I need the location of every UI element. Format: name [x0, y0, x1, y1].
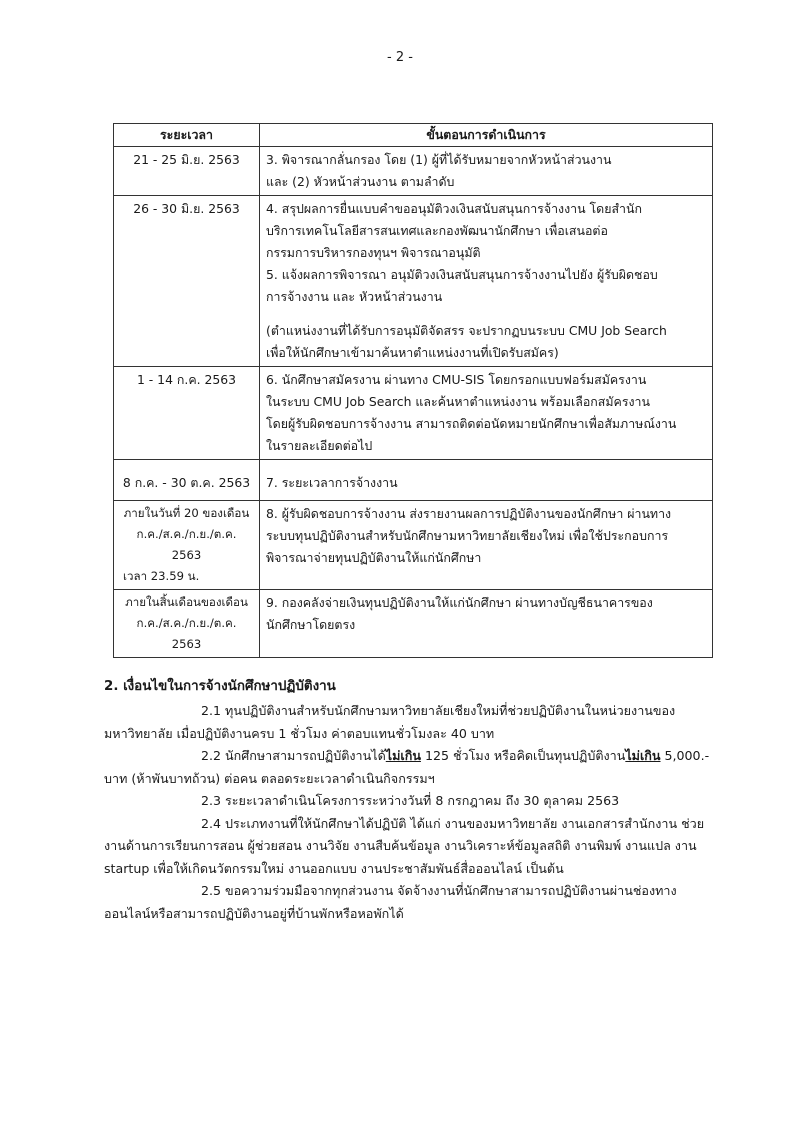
- emphasis-not-exceed: ไม่เกิน: [385, 748, 421, 763]
- step-line: 5. แจ้งผลการพิจารณา อนุมัติวงเงินสนับสนุนการจ้างงานไปยัง ผู้รับผิดชอบ: [266, 267, 658, 282]
- spacer: [266, 308, 706, 320]
- step-line: และ (2) หัวหน้าส่วนงาน ตามลำดับ: [266, 174, 455, 189]
- step-line: ในระบบ CMU Job Search และค้นหาตำแหน่งงาน พร้อมเลือกสมัครงาน: [266, 394, 650, 409]
- header-period: ระยะเวลา: [114, 124, 260, 147]
- table-row: [114, 147, 713, 196]
- steps-cell: [260, 147, 713, 196]
- paragraph-2-2: [104, 745, 716, 790]
- table-row: [114, 590, 713, 658]
- period-line: 26 - 30 มิ.ย. 2563: [133, 201, 240, 216]
- paragraph-2-4: 2.4 ประเภทงานที่ให้นักศึกษาได้ปฏิบัติ ได้แก่ งานของมหาวิทยาลัย งานเอกสารสำนักงาน ช่วยงานด้านการเรียนการสอน ผู้ช่วยสอน งานวิจัย งานสืบค้นข้อมูล งานวิเคราะห์ข้อมูลสถิติ งานพิมพ์ งานแปล งาน startup เพื่อให้เกิดนวัตกรรมใหม่ งานออกแบบ งานประชาสัมพันธ์สื่อออนไลน์ เป็นต้น: [104, 815, 705, 876]
- page-number: - 2 -: [387, 50, 413, 65]
- period-line: เวลา 23.59 น.: [123, 569, 200, 583]
- step-line: กรรมการบริหารกองทุนฯ พิจารณาอนุมัติ: [266, 245, 481, 260]
- period-line: ภายในวันที่ 20 ของเดือน: [123, 506, 250, 520]
- step-line: 6. นักศึกษาสมัครงาน ผ่านทาง CMU-SIS โดยกรอกแบบฟอร์มสมัครงาน: [266, 372, 647, 387]
- period-cell: [114, 590, 260, 658]
- paragraph-2-2-part: 125 ชั่วโมง หรือคิดเป็นทุนปฏิบัติงาน: [420, 748, 626, 763]
- period-line: ก.ค./ส.ค./ก.ย./ต.ค. 2563: [136, 616, 237, 651]
- step-line: บริการเทคโนโลยีสารสนเทศและกองพัฒนานักศึกษา เพื่อเสนอต่อ: [266, 223, 608, 238]
- steps-cell: [260, 590, 713, 658]
- emphasis-not-exceed: ไม่เกิน: [625, 748, 661, 763]
- step-line: 8. ผู้รับผิดชอบการจ้างงาน ส่งรายงานผลการปฏิบัติงานของนักศึกษา ผ่านทาง: [266, 506, 672, 521]
- period-cell: [114, 367, 260, 460]
- section-2-title: 2. เงื่อนไขในการจ้างนักศึกษาปฏิบัติงาน: [104, 679, 336, 694]
- paragraph-2-2-part: 2.2 นักศึกษาสามารถปฏิบัติงานได้: [201, 748, 386, 763]
- step-line: ระบบทุนปฏิบัติงานสำหรับนักศึกษามหาวิทยาลัยเชียงใหม่ เพื่อใช้ประกอบการ: [266, 528, 669, 543]
- period-line: 8 ก.ค. - 30 ต.ค. 2563: [122, 475, 251, 490]
- table-row: [114, 196, 713, 367]
- period-cell: [114, 501, 260, 590]
- table-row: [114, 501, 713, 590]
- step-line: 9. กองคลังจ่ายเงินทุนปฏิบัติงานให้แก่นักศึกษา ผ่านทางบัญชีธนาคารของ: [266, 595, 653, 610]
- step-line: พิจารณาจ่ายทุนปฏิบัติงานให้แก่นักศึกษา: [266, 550, 482, 565]
- period-line: ภายในสิ้นเดือนของเดือน: [125, 595, 248, 609]
- header-steps: ขั้นตอนการดำเนินการ: [260, 124, 713, 147]
- table-row: [114, 367, 713, 460]
- paragraph-2-3: 2.3 ระยะเวลาดำเนินโครงการระหว่างวันที่ 8 กรกฎาคม ถึง 30 ตุลาคม 2563: [201, 793, 620, 808]
- steps-cell: [260, 501, 713, 590]
- steps-cell: [260, 367, 713, 460]
- note-line: เพื่อให้นักศึกษาเข้ามาค้นหาตำแหน่งงานที่เปิดรับสมัคร): [266, 345, 559, 360]
- step-line: 7. ระยะเวลาการจ้างงาน: [266, 475, 398, 490]
- steps-cell: [260, 460, 713, 501]
- section-2-body: [104, 700, 716, 925]
- period-cell: [114, 196, 260, 367]
- period-line: ก.ค./ส.ค./ก.ย./ต.ค. 2563: [136, 527, 237, 562]
- step-line: นักศึกษาโดยตรง: [266, 617, 356, 632]
- step-line: 4. สรุปผลการยื่นแบบคำขออนุมัติวงเงินสนับสนุนการจ้างงาน โดยสำนัก: [266, 201, 642, 216]
- paragraph-2-5: 2.5 ขอความร่วมมือจากทุกส่วนงาน จัดจ้างงานที่นักศึกษาสามารถปฏิบัติงานผ่านช่องทางออนไลน์หรือสามารถปฏิบัติงานอยู่ที่บ้านพักหรือหอพักได้: [104, 883, 677, 921]
- table-header-row: [114, 124, 713, 147]
- step-line: โดยผู้รับผิดชอบการจ้างงาน สามารถติดต่อนัดหมายนักศึกษาเพื่อสัมภาษณ์งาน: [266, 416, 677, 431]
- paragraph-2-1: 2.1 ทุนปฏิบัติงานสำหรับนักศึกษามหาวิทยาลัยเชียงใหม่ที่ช่วยปฏิบัติงานในหน่วยงานของมหาวิทยาลัย เมื่อปฏิบัติงานครบ 1 ชั่วโมง ค่าตอบแทนชั่วโมงละ 40 บาท: [104, 703, 676, 741]
- table-row: [114, 460, 713, 501]
- steps-cell: [260, 196, 713, 367]
- period-cell: [114, 460, 260, 501]
- paragraph-2-2-part: 5,000.- บาท (ห้าพันบาทถ้วน) ต่อคน ตลอดระยะเวลาดำเนินกิจกรรมฯ: [104, 748, 710, 786]
- schedule-table: [113, 123, 713, 658]
- note-line: (ตำแหน่งงานที่ได้รับการอนุมัติจัดสรร จะปรากฏบนระบบ CMU Job Search: [266, 323, 667, 338]
- step-line: ในรายละเอียดต่อไป: [266, 438, 373, 453]
- step-line: 3. พิจารณากลั่นกรอง โดย (1) ผู้ที่ได้รับหมายจากหัวหน้าส่วนงาน: [266, 152, 612, 167]
- period-cell: [114, 147, 260, 196]
- period-line: 21 - 25 มิ.ย. 2563: [133, 152, 240, 167]
- step-line: การจ้างงาน และ หัวหน้าส่วนงาน: [266, 289, 443, 304]
- period-line: 1 - 14 ก.ค. 2563: [136, 372, 237, 387]
